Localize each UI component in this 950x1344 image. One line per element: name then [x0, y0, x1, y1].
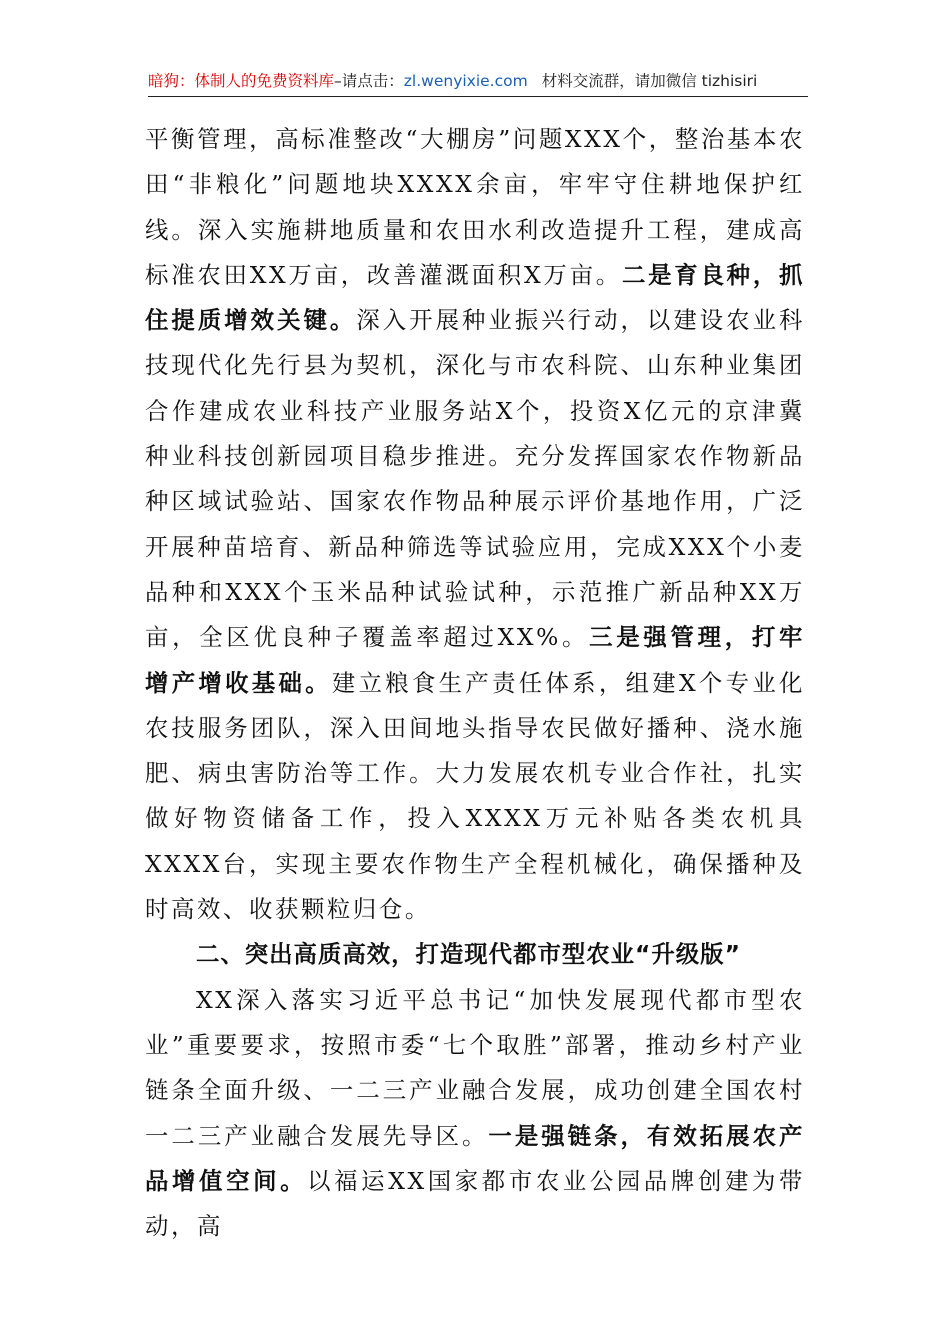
paragraph-grain-production: [145, 117, 805, 932]
header-url-link[interactable]: zl.wenyixie.com: [403, 72, 528, 90]
paragraph-text: 以福运XX国家都市农业公园品牌创建为带动，高: [145, 1166, 806, 1241]
paragraph-urban-agriculture: [145, 978, 805, 1250]
header-site-name: 暗狗：体制人的免费资料库: [148, 72, 335, 90]
paragraph-text: 平衡管理，高标准整改“大棚房”问题XXX个，整治基本农田“非粮化”问题地块XXXX余亩，牢牢守住耕地保护红线。深入实施耕地质量和农田水利改造提升工程，建成高标准农田XX万亩，改善灌溉面积X万亩。: [145, 125, 805, 289]
header-click-prompt: –请点击：: [334, 72, 404, 90]
paragraph-text: XX深入落实习近平总书记“加快发展现代都市型农业”重要要求，按照市委“七个取胜”部署，推动乡村产业链条全面升级、一二三产业融合发展，成功创建全国农村一二三产业融合发展先导区。: [145, 985, 805, 1150]
document-body: [145, 117, 805, 1249]
header-wechat-note: 材料交流群，请加微信 tizhisiri: [541, 72, 758, 90]
bold-subheading: 三是强管理，打牢增产增收基础。: [145, 623, 805, 697]
paragraph-text: 建立粮食生产责任体系，组建X个专业化农技服务团队，深入田间地头指导农民做好播种、浇水施肥、病虫害防治等工作。大力发展农机专业合作社，扎实做好物资储备工作，投入XXXX万元补贴各类农机具XXXX台，实现主要农作物生产全程机械化，确保播种及时高效、收获颗粒归仓。: [145, 668, 806, 924]
bold-subheading: 二是育良种，抓住提质增效关键。: [145, 260, 806, 335]
bold-subheading: 一是强链条，有效拓展农产品增值空间。: [145, 1121, 805, 1195]
page-header: [148, 66, 808, 97]
section-heading: 二、突出高质高效，打造现代都市型农业“升级版”: [196, 940, 741, 969]
paragraph-text: 深入开展种业振兴行动，以建设农业科技现代化先行县为契机，深化与市农科院、山东种业集团合作建成农业科技产业服务站X个，投资X亿元的京津冀种业科技创新园项目稳步推进。充分发挥国家农作物新品种区域试验站、国家农作物品种展示评价基地作用，广泛开展种苗培育、新品种筛选等试验应用，完成XXX个小麦品种和XXX个玉米品种试验试种，示范推广新品种XX万亩，全区优良种子覆盖率超过XX%。: [145, 306, 805, 652]
